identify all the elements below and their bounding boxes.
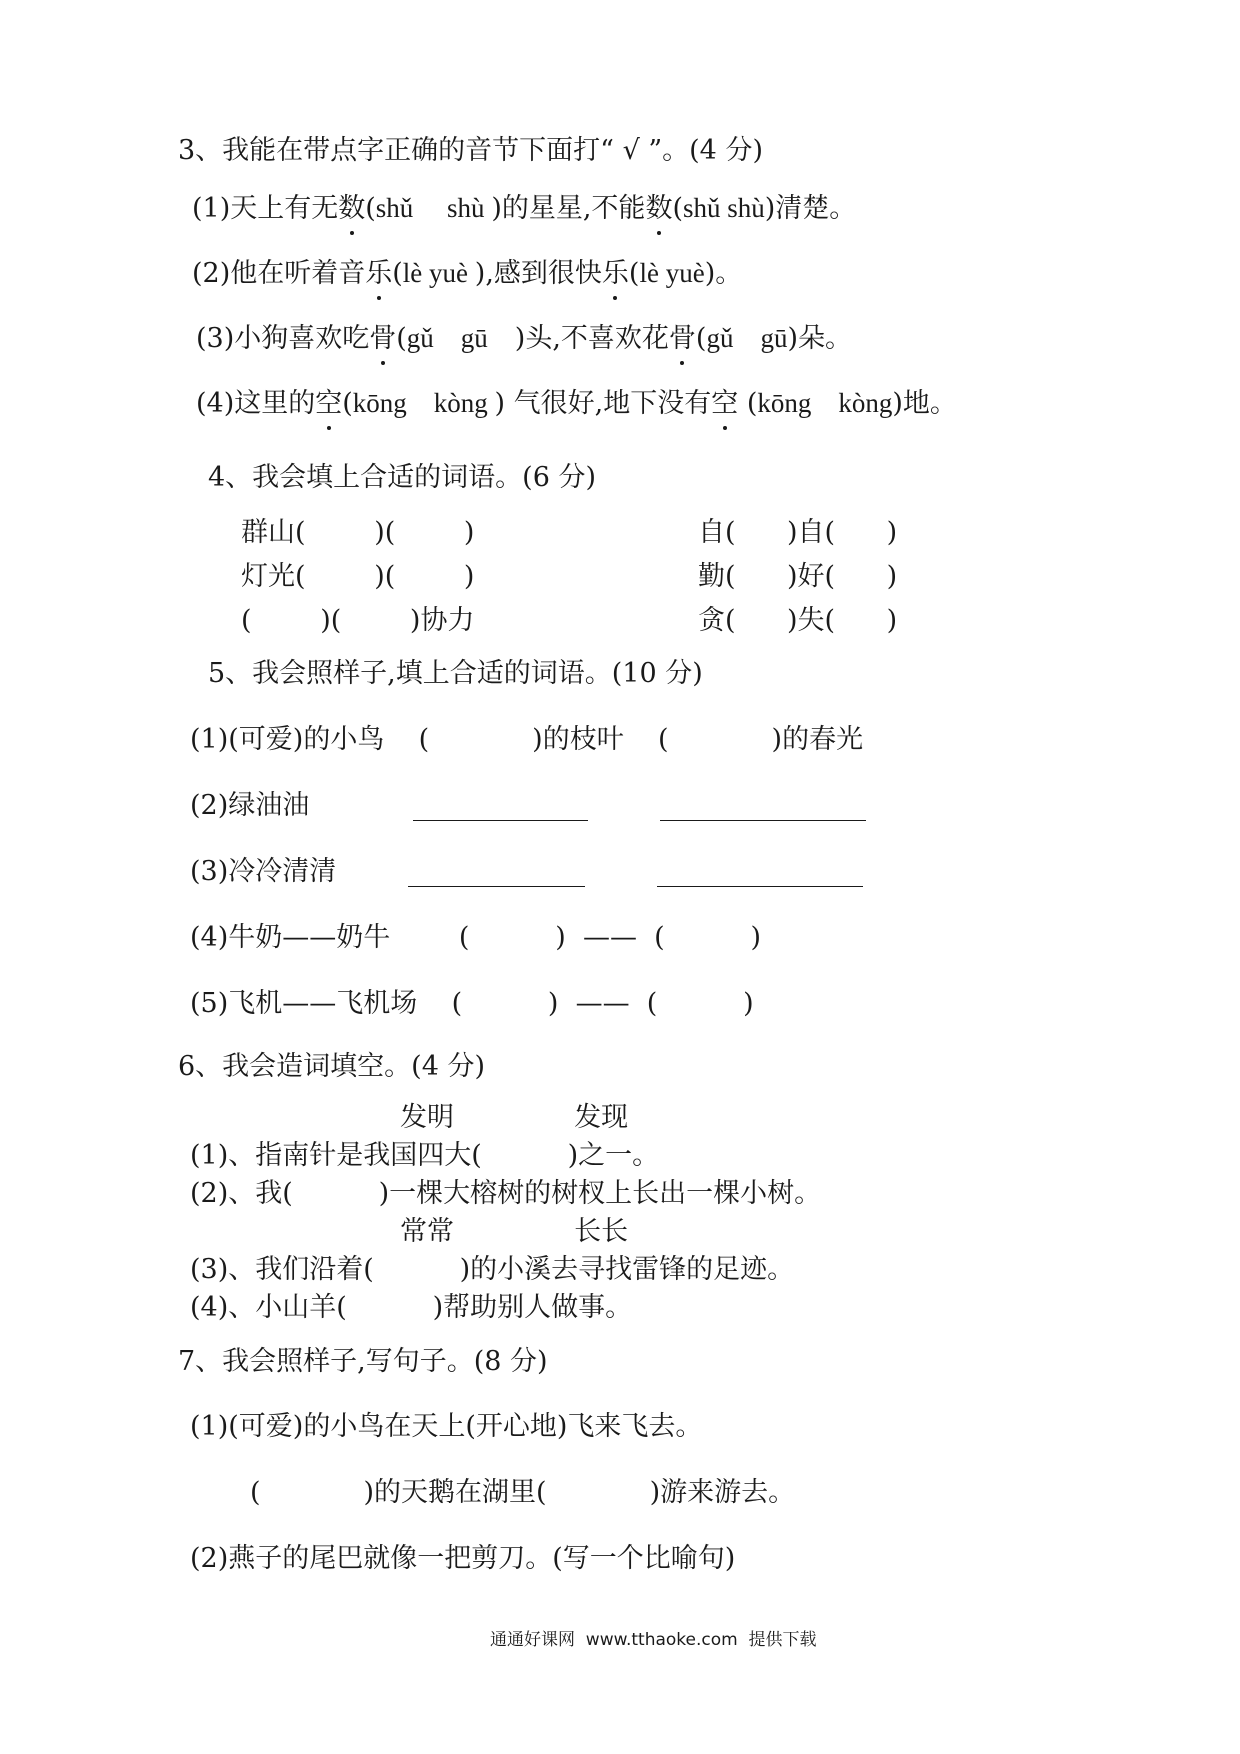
question-7-sentence-1: (1)(可爱)的小鸟在天上(开心地)飞来飞去。	[190, 1411, 703, 1442]
question-3-title: 3、我能在带点字正确的音节下面打“ √ ”。(4 分)	[178, 135, 763, 166]
question-5-line-1: (1)(可爱)的小鸟 ( )的枝叶 ( )的春光	[190, 724, 864, 755]
question-4-right-3: 贪( )失( )	[698, 605, 898, 636]
question-7-sentence-3: (2)燕子的尾巴就像一把剪刀。(写一个比喻句)	[190, 1543, 736, 1574]
question-4-left-3: ( )( )协力	[241, 605, 475, 636]
dotted-char: 乐	[365, 258, 393, 289]
answer-blank	[660, 820, 866, 821]
question-7-title: 7、我会照样子,写句子。(8 分)	[178, 1346, 548, 1377]
question-3-line-3: (3)小狗喜欢吃骨(gǔ gū )头,不喜欢花骨(gǔ gū)朵。	[196, 323, 853, 354]
question-6-word-choices-2: 常常 长长	[400, 1216, 629, 1247]
dotted-char: 空	[315, 388, 343, 419]
dotted-char: 数	[338, 193, 366, 224]
dotted-char: 骨	[369, 323, 397, 354]
question-3-line-4: (4)这里的空(kōng kòng ) 气很好,地下没有空 (kōng kòng)地。	[196, 388, 957, 419]
answer-blank	[413, 820, 588, 821]
question-6-title: 6、我会造词填空。(4 分)	[178, 1051, 486, 1082]
page-footer: 通通好课网 www.tthaoke.com 提供下载	[490, 1630, 817, 1650]
answer-blank	[657, 886, 863, 887]
answer-blank	[408, 886, 585, 887]
question-5-line-5: (5)飞机——飞机场 ( ) —— ( )	[190, 988, 754, 1019]
question-3-line-2: (2)他在听着音乐(lè yuè ),感到很快乐(lè yuè)。	[192, 258, 743, 289]
dotted-char: 乐	[601, 258, 629, 289]
question-4-left-1: 群山( )( )	[241, 517, 475, 548]
question-6-sentence-1: (1)、指南针是我国四大( )之一。	[190, 1140, 660, 1171]
question-5-line-4: (4)牛奶——奶牛 ( ) —— ( )	[190, 922, 762, 953]
question-4-title: 4、我会填上合适的词语。(6 分)	[208, 462, 597, 493]
dotted-char: 数	[645, 193, 673, 224]
question-5-line-3: (3)冷冷清清	[190, 856, 337, 887]
question-5-line-2: (2)绿油油	[190, 790, 310, 821]
dotted-char: 骨	[668, 323, 696, 354]
question-3-line-1: (1)天上有无数(shǔ shù )的星星,不能数(shǔ shù)清楚。	[192, 193, 857, 224]
question-7-sentence-2: ( )的天鹅在湖里( )游来游去。	[250, 1477, 796, 1508]
question-4-right-1: 自( )自( )	[698, 517, 898, 548]
question-5-title: 5、我会照样子,填上合适的词语。(10 分)	[208, 658, 703, 689]
question-6-word-choices-1: 发明 发现	[400, 1102, 629, 1133]
dotted-char: 空	[711, 388, 739, 419]
question-6-sentence-4: (4)、小山羊( )帮助别人做事。	[190, 1292, 633, 1323]
question-6-sentence-2: (2)、我( )一棵大榕树的树杈上长出一棵小树。	[190, 1178, 822, 1209]
question-6-sentence-3: (3)、我们沿着( )的小溪去寻找雷锋的足迹。	[190, 1254, 795, 1285]
question-4-left-2: 灯光( )( )	[241, 561, 475, 592]
question-4-right-2: 勤( )好( )	[698, 561, 898, 592]
